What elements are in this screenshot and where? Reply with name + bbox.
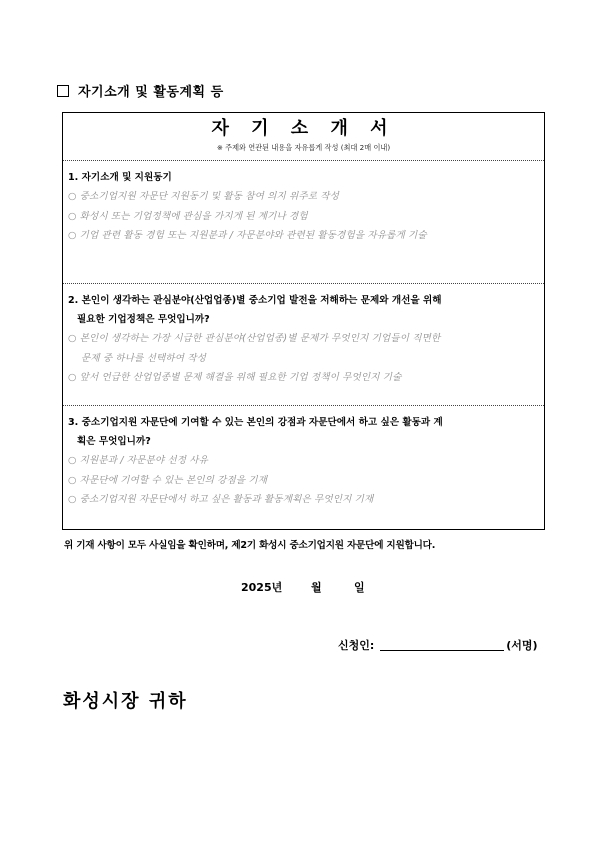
self-introduction-form — [62, 112, 545, 530]
hint-2-1: ○ 본인이 생각하는 가장 시급한 관심분야(산업업종)별 문제가 무엇인지 기업들이 직면한 — [68, 333, 441, 344]
hint-2-1-cont: 문제 중 하나를 선택하여 작성 — [81, 352, 207, 364]
question-2-cont: 필요한 기업정책은 무엇입니까? — [77, 314, 210, 325]
section-heading — [57, 81, 224, 100]
section-heading-text: 자기소개 및 활동계획 등 — [78, 85, 224, 100]
applicant-signature — [338, 637, 538, 653]
hint-1-1: ○ 중소기업지원 자문단 지원동기 및 활동 참여 의지 위주로 작성 — [68, 191, 340, 202]
form-header — [63, 113, 544, 161]
signature-line[interactable] — [380, 640, 504, 651]
form-note: ※ 주제와 연관된 내용을 자유롭게 작성 (최대 2매 이내) — [216, 143, 391, 152]
hint-1-2: ○ 화성시 또는 기업정책에 관심을 가지게 된 계기나 경험 — [68, 210, 308, 222]
checkbox-icon — [57, 85, 69, 97]
date-year: 2025년 — [241, 581, 283, 594]
section-3[interactable] — [63, 406, 544, 528]
date-day: 일 — [354, 581, 365, 594]
confirmation-statement: 위 기재 사항이 모두 사실임을 확인하며, 제2기 화성시 중소기업지원 자문단에 지원합니다. — [64, 540, 436, 551]
question-1: 1. 자기소개 및 지원동기 — [68, 172, 172, 183]
date-month: 월 — [311, 581, 322, 594]
section-2[interactable] — [63, 284, 544, 406]
applicant-label: 신청인: — [338, 639, 375, 652]
hint-3-1: ○ 지원분과 / 자문분야 선정 사유 — [68, 455, 208, 466]
hint-1-3: ○ 기업 관련 활동 경험 또는 지원분과 / 자문분야와 관련된 활동경험을 자유롭게 기술 — [68, 230, 427, 241]
hint-3-2: ○ 자문단에 기여할 수 있는 본인의 강점을 기재 — [68, 474, 268, 486]
hint-2-2: ○ 앞서 언급한 산업업종별 문제 해결을 위해 필요한 기업 정책이 무엇인지 기술 — [68, 372, 402, 383]
signature-mark: (서명) — [506, 639, 538, 652]
question-2: 2. 본인이 생각하는 관심분야(산업업종)별 중소기업 발전을 저해하는 문제와 개선을 위해 — [68, 295, 442, 306]
question-3-cont: 획은 무엇입니까? — [77, 436, 151, 447]
hint-3-3: ○ 중소기업지원 자문단에서 하고 싶은 활동과 활동계획은 무엇인지 기재 — [68, 494, 374, 505]
question-3: 3. 중소기업지원 자문단에 기여할 수 있는 본인의 강점과 자문단에서 하고 싶은 활동과 계 — [68, 417, 443, 428]
section-1[interactable] — [63, 161, 544, 284]
addressee: 화성시장 귀하 — [63, 691, 188, 712]
form-title: 자 기 소 개 서 — [211, 118, 396, 139]
